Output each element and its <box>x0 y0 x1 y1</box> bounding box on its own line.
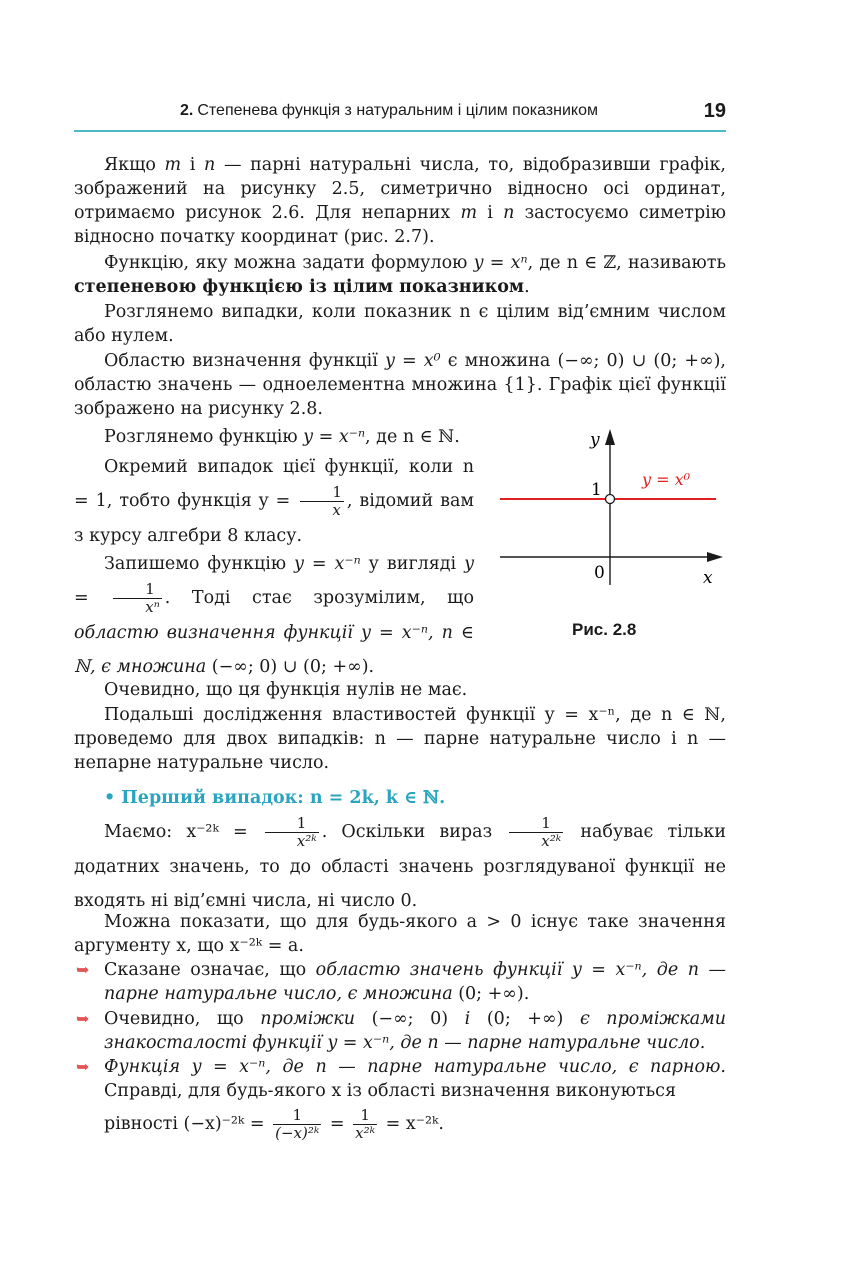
denominator: x <box>332 501 341 519</box>
fraction <box>265 815 319 850</box>
x-axis-label: x <box>703 568 713 588</box>
text: є множина (−∞; 0) ∪ (0; +∞), областю значень — одноелементна множина {1}. Графік цієї функції зображено на рисунку 2.8. <box>74 351 726 419</box>
figure-caption: Рис. 2.8 <box>572 620 637 639</box>
text: Якщо <box>104 155 165 175</box>
var-m: m <box>460 203 478 223</box>
paragraph-6 <box>74 450 474 553</box>
arrow-bullet-icon: ➥ <box>76 1057 90 1076</box>
formula: y = x⁰ <box>384 351 441 371</box>
formula: y = x⁻ⁿ <box>303 427 366 447</box>
fraction <box>353 1107 377 1142</box>
term-definition: степеневою функцією із цілим показником <box>74 277 525 297</box>
fraction <box>300 484 344 519</box>
text: . <box>524 277 530 297</box>
var-n: n <box>204 155 216 175</box>
numerator: 1 <box>300 484 344 502</box>
text: (0; +∞) <box>470 1009 580 1029</box>
hole-point <box>606 495 615 504</box>
text: — парні натуральні числа, то, відобразивши графік, зображений на рисунку 2.5, симетрично відносно осі ординат, отримаємо рисунок 2.6. Для непарних <box>74 155 726 223</box>
curve-label: y = x⁰ <box>642 470 691 489</box>
y-axis-arrow <box>605 429 615 445</box>
var-n: n <box>503 203 515 223</box>
chapter-title-text: Степенева функція з натуральним і цілим показником <box>197 102 598 119</box>
text: (0; +∞). <box>452 984 530 1004</box>
case-heading: • Перший випадок: n = 2k, k ∈ ℕ. <box>104 788 446 808</box>
numerator: 1 <box>509 815 563 833</box>
page-number: 19 <box>703 100 726 122</box>
italic-statement: областю значень функції y = x⁻ⁿ, де n — парне натуральне число, є множина <box>104 960 726 1004</box>
italic-text: проміжки <box>260 1009 356 1029</box>
text: Сказане означає, що <box>104 960 316 980</box>
formula: y = x⁻ⁿ <box>294 554 361 574</box>
text: (−∞; 0) ∪ (0; +∞). <box>206 657 375 677</box>
paragraph-5 <box>74 425 474 449</box>
text: Функцію, яку можна задати формулою <box>104 253 474 273</box>
text: і <box>181 155 205 175</box>
paragraph-7 <box>74 547 474 684</box>
origin-label: 0 <box>594 563 605 583</box>
paragraph-3: Розглянемо випадки, коли показник n є цілим від’ємним числом або нулем. <box>74 302 726 346</box>
figure-2-8 <box>496 425 728 595</box>
paragraph-8: Очевидно, що ця функція нулів не має. <box>104 680 468 700</box>
paragraph-9: Подальші дослідження властивостей функції y = x⁻ⁿ, де n ∈ ℕ, проведемо для двох випадків: n — парне натуральне число і n — непарне натуральне число. <box>74 705 726 773</box>
text: , відомий вам з курсу алгебри 8 класу. <box>74 491 474 546</box>
italic-statement: Функція y = x⁻ⁿ, де n — парне натуральне число, є парною. <box>104 1057 726 1077</box>
fraction <box>273 1107 321 1142</box>
denominator: xⁿ <box>145 598 160 616</box>
text: застосуємо симетрію відносно початку координат (рис. 2.7). <box>74 203 726 247</box>
bullet-1 <box>74 958 726 1006</box>
formula: y = xⁿ <box>473 253 528 273</box>
text: , де n ∈ ℕ. <box>365 427 460 447</box>
text: (−∞; 0) <box>355 1009 465 1029</box>
text: = x⁻²ᵏ. <box>380 1114 444 1134</box>
chapter-number: 2. <box>180 102 194 119</box>
text: і <box>477 203 504 223</box>
text: Запишемо функцію <box>104 554 295 574</box>
fraction <box>113 581 162 616</box>
denominator: x²ᵏ <box>541 832 562 850</box>
text: . Оскільки вираз <box>321 822 507 842</box>
paragraph-11: Можна показати, що для будь-якого a > 0 існує таке значення аргументу x, що x⁻²ᵏ = a. <box>74 912 726 956</box>
text: Маємо: x⁻²ᵏ = <box>104 822 262 842</box>
text: у вигляді <box>360 554 465 574</box>
italic-statement: є проміжками знакосталості функції y = x⁻ⁿ, де n — парне натуральне число. <box>104 1009 726 1053</box>
fraction <box>509 815 563 850</box>
numerator: 1 <box>353 1107 377 1125</box>
bullet-2 <box>74 1007 726 1055</box>
paragraph-2 <box>74 251 726 299</box>
x-axis-arrow <box>707 552 723 562</box>
italic-statement: областю визначення функції y = x⁻ⁿ, n ∈ ℕ, є множина <box>74 623 474 677</box>
text: Окремий випадок цієї функції, коли n = 1, тобто функція y = <box>74 457 474 511</box>
numerator: 1 <box>113 581 162 599</box>
paragraph-1 <box>74 153 726 249</box>
text: набуває тільки додатних значень, то до області значень розглядуваної функції не входять ні від’ємні числа, ні число 0. <box>74 822 726 911</box>
text: , де n ∈ ℤ, називають <box>527 253 726 273</box>
denominator: (−x)²ᵏ <box>275 1124 320 1142</box>
paragraph-10 <box>74 815 726 918</box>
denominator: x²ᵏ <box>355 1124 376 1142</box>
italic-text: і <box>464 1009 471 1029</box>
text: = <box>324 1114 351 1134</box>
bullet-3-equation <box>74 1104 726 1144</box>
text: Розглянемо функцію <box>104 427 304 447</box>
denominator: x²ᵏ <box>296 832 317 850</box>
bullet-3 <box>74 1055 726 1103</box>
arrow-bullet-icon: ➥ <box>76 960 90 979</box>
text: . Тоді стає зрозумілим, що <box>164 588 474 608</box>
text: Областю визначення функції <box>104 351 385 371</box>
text: рівності (−x)⁻²ᵏ = <box>104 1114 271 1134</box>
var-m: m <box>164 155 182 175</box>
text: y = <box>74 554 475 608</box>
y-axis-label: y <box>590 430 600 450</box>
chapter-title <box>180 102 598 120</box>
page-header <box>74 100 726 132</box>
tick-one-label: 1 <box>591 480 602 500</box>
arrow-bullet-icon: ➥ <box>76 1009 90 1028</box>
text: Справді, для будь-якого x із області визначення виконуються <box>104 1081 677 1101</box>
numerator: 1 <box>273 1107 321 1125</box>
text: Очевидно, що <box>104 1009 261 1029</box>
numerator: 1 <box>265 815 319 833</box>
paragraph-4 <box>74 349 726 421</box>
